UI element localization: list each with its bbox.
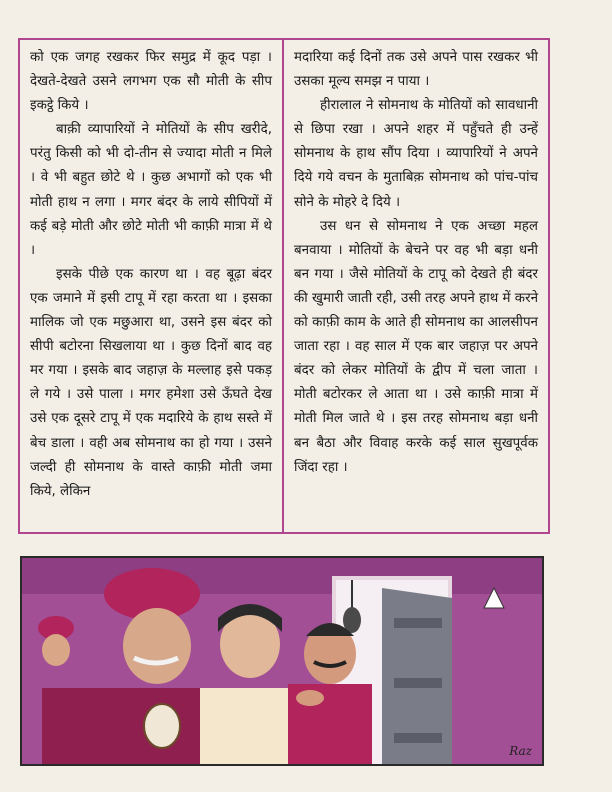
wall-upper-band xyxy=(22,558,542,594)
paragraph: उस धन से सोमनाथ ने एक अच्छा महल बनवाया । मोतियों के बेचने पर वह भी बड़ा धनी बन गया । जैसे मोतियों के टापू को देखते ही बंदर की खुमारी जाती रही, उसी तरह अपने हाथ में करने को काफ़ी काम के आते ही सोमनाथ का आलसीपन जाता रहा । वह साल में एक बार जहाज़ पर अपने बंदर को लेकर मोतियों के द्वीप में चला जाता । मोती बटोरकर ले आता था । उसे काफ़ी मात्रा में मोती मिल जाते थे । इस तरह सोमनाथ बड़ा धनी बन बैठा और विवाह करके कई साल सुखपूर्वक जिंदा रहा । xyxy=(294,218,538,475)
right-column xyxy=(284,40,548,532)
door-hinge xyxy=(394,618,442,628)
story-illustration xyxy=(20,556,544,766)
paragraph: हीरालाल ने सोमनाथ के मोतियों को सावधानी से छिपा रखा । अपने शहर में पहुँचते ही उन्हें सोमनाथ के हाथ सौंप दिया । व्यापारियों ने अपने दिये गये वचन के मुताबिक़ सोमनाथ को पांच-पांच सोने के मोहरे दे दिये । xyxy=(294,98,538,210)
artist-signature: Raz xyxy=(509,744,532,758)
merchant-face xyxy=(123,608,191,684)
paragraph: इसके पीछे एक कारण था । वह बूढ़ा बंदर एक जमाने में इसी टापू में रहा करता था । इसका मालिक जो एक मछुआरा था, उसने इस बंदर को सीपी बटोरना सिखलाया था । कुछ दिनों बाद वह मर गया । इसके बाद जहाज़ के मल्लाह इसे पकड़ ले गये । उसे पाला । मगर हमेशा उसे ऊँघते देख उसे एक दूसरे टापू में एक मदारिये के हाथ सस्ते में बेच डाला । वही अब सोमनाथ का हो गया । उसने जल्दी ही सोमनाथ के वास्ते काफ़ी मोती जमा किये, लेकिन xyxy=(30,266,272,499)
illustration-scene xyxy=(22,558,542,764)
coin-bag-icon xyxy=(144,704,180,748)
paragraph: को एक जगह रखकर फिर समुद्र में कूद पड़ा । देखते-देखते उसने लगभग एक सौ मोती के सीप इकट्ठे किये । xyxy=(30,50,272,114)
door-hinge xyxy=(394,733,442,743)
left-column xyxy=(20,40,284,532)
merchant-coat xyxy=(42,688,212,764)
paragraph: बाक़ी व्यापारियों ने मोतियों के सीप खरीदे, परंतु किसी को भी दो-तीन से ज्यादा मोती न मिले । वे भी बहुत छोटे थे । कुछ अभागों को एक भी मोती हाथ न लगा । मगर बंदर के लाये सीपियों में कई बड़े मोती और छोटे मोती भी काफ़ी मात्रा में थे । xyxy=(30,122,272,258)
hand-on-shoulder xyxy=(296,690,324,706)
paragraph: मदारिया कई दिनों तक उसे अपने पास रखकर भी उसका मूल्य समझ न पाया । xyxy=(294,50,538,90)
door-hinge xyxy=(394,678,442,688)
background-man-face xyxy=(42,634,70,666)
story-text-frame xyxy=(18,38,550,534)
boy-shirt xyxy=(200,688,300,764)
